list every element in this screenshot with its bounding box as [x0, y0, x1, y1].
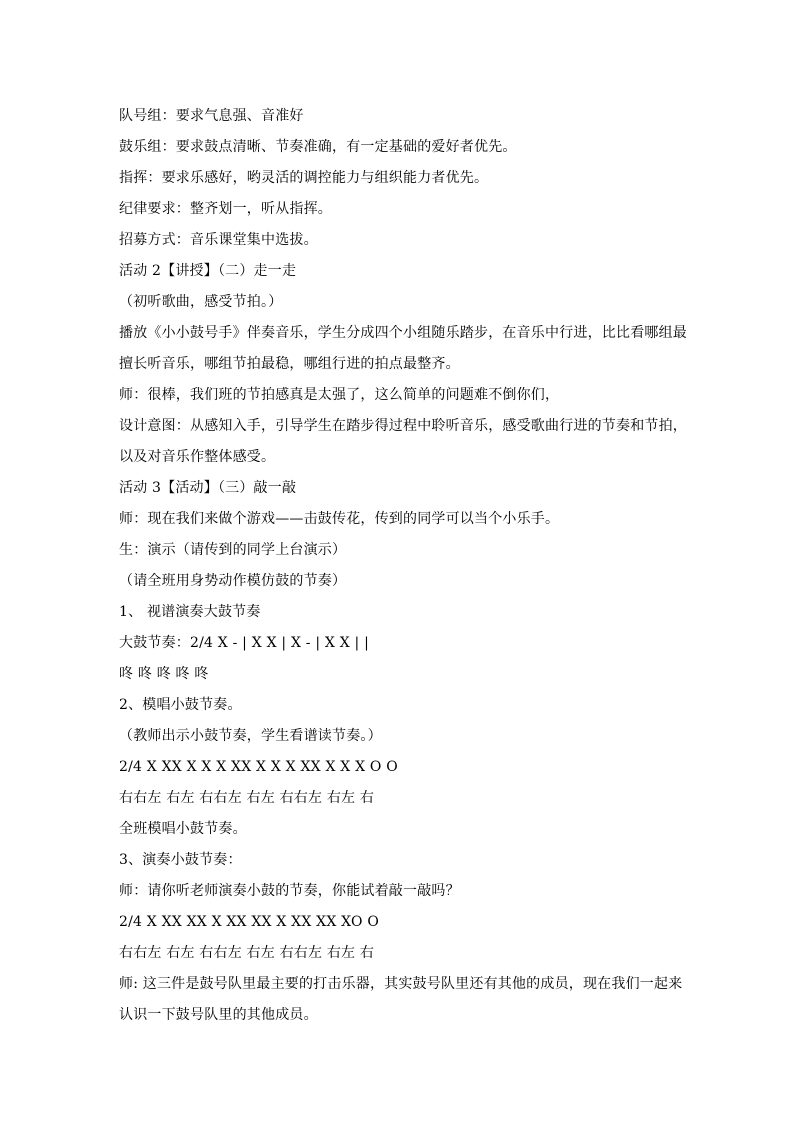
rhythm-syllables: 右右左 右左 右右左 右左 右右左 右左 右: [119, 945, 375, 961]
text-line: 指挥：要求乐感好，哟灵活的调控能力与组织能力者优先。: [119, 170, 489, 186]
text-line: 鼓乐组：要求鼓点清晰、节奏准确，有一定基础的爱好者优先。: [119, 139, 517, 155]
text-line: 以及对音乐作整体感受。: [119, 449, 276, 465]
rhythm-notation: 2/4 X XX XX X XX XX X XX XX XO O: [119, 914, 380, 930]
text-line: 1、 视谱演奏大鼓节奏: [119, 604, 261, 620]
rhythm-notation: 大鼓节奏：2/4 X - | X X | X - | X X | |: [119, 635, 370, 651]
text-line: 师：请你听老师演奏小鼓的节奏，你能试着敲一敲吗？: [119, 883, 460, 899]
text-line: 生：演示（请传到的同学上台演示）: [119, 542, 347, 558]
section-heading: 活动 2【讲授】（二）走一走: [119, 263, 297, 279]
text-line: 认识一下鼓号队里的其他成员。: [119, 1007, 318, 1023]
text-line: 纪律要求：整齐划一，听从指挥。: [119, 201, 332, 217]
text-line: 3、演奏小鼓节奏：: [119, 852, 242, 868]
text-line: 设计意图：从感知入手，引导学生在踏步得过程中聆听音乐，感受歌曲行进的节奏和节拍，: [119, 418, 687, 434]
text-line: 队号组：要求气息强、音准好: [119, 108, 304, 124]
text-line: （请全班用身势动作模仿鼓的节奏）: [119, 573, 347, 589]
text-line: 师：现在我们来做个游戏——击鼓传花，传到的同学可以当个小乐手。: [119, 511, 560, 527]
text-line: 全班模唱小鼓节奏。: [119, 821, 247, 837]
text-line: 2、模唱小鼓节奏。: [119, 697, 242, 713]
text-line: （初听歌曲，感受节拍。）: [119, 294, 283, 310]
rhythm-notation: 2/4 X XX X X X XX X X X XX X X X O O: [119, 759, 398, 775]
text-line: 师: 这三件是鼓号队里最主要的打击乐器，其实鼓号队里还有其他的成员，现在我们一起来: [119, 976, 683, 992]
text-line: 师：很棒，我们班的节拍感真是太强了，这么简单的问题难不倒你们，: [119, 387, 560, 403]
text-line: 招募方式：音乐课堂集中选拔。: [119, 232, 318, 248]
text-line: （教师出示小鼓节奏，学生看谱读节奏。）: [119, 728, 382, 744]
document-body: [119, 101, 687, 1031]
rhythm-syllables: 右右左 右左 右右左 右左 右右左 右左 右: [119, 790, 375, 806]
text-line: 擅长听音乐，哪组节拍最稳，哪组行进的拍点最整齐。: [119, 356, 460, 372]
text-line: 播放《小小鼓号手》伴奏音乐，学生分成四个小组随乐踏步，在音乐中行进，比比看哪组最: [119, 325, 687, 341]
section-heading: 活动 3【活动】（三）敲一敲: [119, 480, 297, 496]
rhythm-syllables: 咚 咚 咚 咚 咚: [119, 666, 209, 682]
